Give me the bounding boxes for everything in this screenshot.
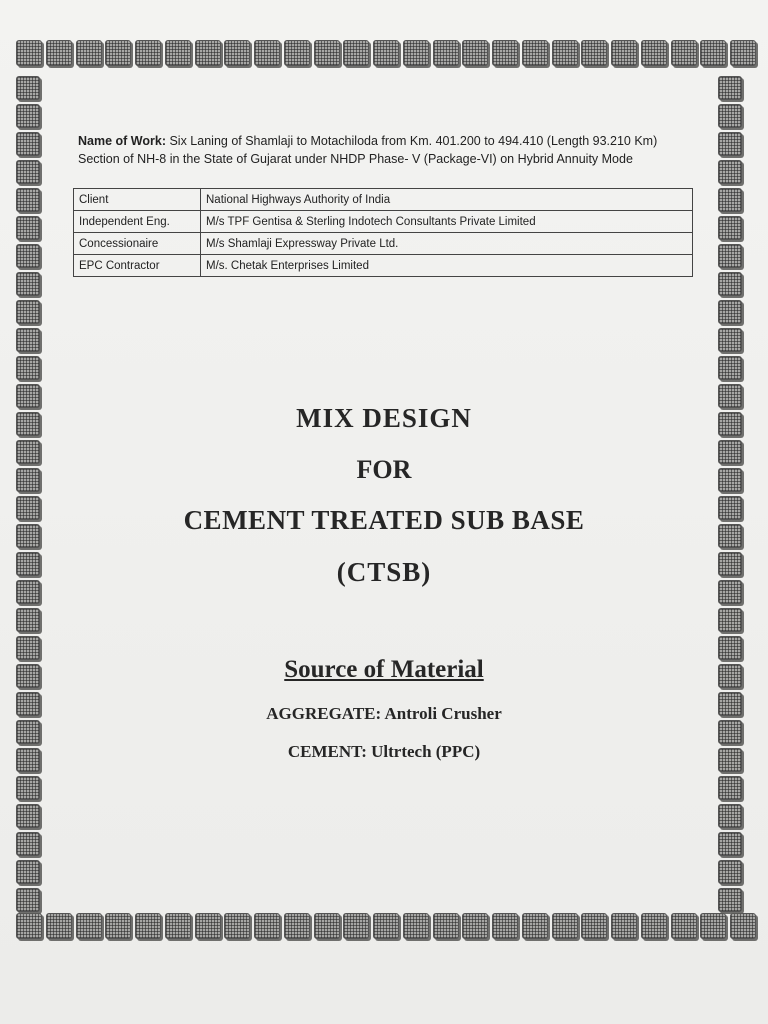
border-block-icon <box>165 40 191 66</box>
border-block-icon <box>718 552 742 576</box>
border-block-icon <box>611 40 637 66</box>
border-block-icon <box>641 40 667 66</box>
border-block-icon <box>16 328 40 352</box>
border-block-icon <box>492 913 518 939</box>
border-block-icon <box>718 524 742 548</box>
border-block-icon <box>433 913 459 939</box>
border-block-icon <box>135 913 161 939</box>
border-block-icon <box>671 40 697 66</box>
border-block-icon <box>314 913 340 939</box>
border-block-icon <box>462 40 488 66</box>
border-block-icon <box>195 913 221 939</box>
name-of-work-label: Name of Work: <box>78 134 166 148</box>
border-block-icon <box>16 216 40 240</box>
border-block-icon <box>16 748 40 772</box>
project-info-table <box>73 188 693 277</box>
border-block-icon <box>343 40 369 66</box>
border-block-icon <box>343 913 369 939</box>
border-block-icon <box>16 692 40 716</box>
border-block-icon <box>16 160 40 184</box>
border-block-icon <box>165 913 191 939</box>
title-for: FOR <box>356 455 412 484</box>
border-block-icon <box>16 636 40 660</box>
border-block-icon <box>718 580 742 604</box>
title-mix-design: MIX DESIGN <box>296 403 472 433</box>
border-block-icon <box>718 608 742 632</box>
name-of-work <box>78 133 688 168</box>
border-block-icon <box>16 664 40 688</box>
border-block-icon <box>718 804 742 828</box>
name-of-work-text: Six Laning of Shamlaji to Motachiloda from Km. 401.200 to 494.410 (Length 93.210 Km) Section of NH-8 in the State of Gujarat under NHDP Phase- V (Package-VI) on Hybrid Annuity Mode <box>78 134 658 166</box>
table-cell-value: M/s. Chetak Enterprises Limited <box>201 255 693 277</box>
border-block-icon <box>373 913 399 939</box>
border-block-icon <box>641 913 667 939</box>
source-heading: Source of Material <box>284 656 484 683</box>
border-block-icon <box>718 776 742 800</box>
decorative-border-top <box>16 40 756 74</box>
table-cell-role: EPC Contractor <box>74 255 201 277</box>
border-block-icon <box>16 76 40 100</box>
border-block-icon <box>373 40 399 66</box>
decorative-border-right <box>718 76 752 912</box>
border-block-icon <box>284 913 310 939</box>
table-cell-value: National Highways Authority of India <box>201 189 693 211</box>
border-block-icon <box>16 580 40 604</box>
border-block-icon <box>16 552 40 576</box>
title-cement-treated-sub-base: CEMENT TREATED SUB BASE <box>183 505 585 535</box>
border-block-icon <box>718 328 742 352</box>
border-block-icon <box>16 440 40 464</box>
border-block-icon <box>16 272 40 296</box>
border-block-icon <box>433 40 459 66</box>
table-row <box>74 189 693 211</box>
border-block-icon <box>16 832 40 856</box>
border-block-icon <box>16 804 40 828</box>
border-block-icon <box>700 40 726 66</box>
border-block-icon <box>254 40 280 66</box>
border-block-icon <box>314 40 340 66</box>
border-block-icon <box>254 913 280 939</box>
border-block-icon <box>581 913 607 939</box>
border-block-icon <box>730 913 756 939</box>
border-block-icon <box>224 40 250 66</box>
table-cell-role: Concessionaire <box>74 233 201 255</box>
border-block-icon <box>462 913 488 939</box>
border-block-icon <box>522 913 548 939</box>
border-block-icon <box>718 412 742 436</box>
border-block-icon <box>581 40 607 66</box>
border-block-icon <box>16 356 40 380</box>
border-block-icon <box>552 913 578 939</box>
border-block-icon <box>718 132 742 156</box>
table-row <box>74 233 693 255</box>
border-block-icon <box>718 692 742 716</box>
border-block-icon <box>718 216 742 240</box>
border-block-icon <box>16 496 40 520</box>
border-block-icon <box>16 412 40 436</box>
title-ctsb: (CTSB) <box>336 557 432 587</box>
border-block-icon <box>718 300 742 324</box>
border-block-icon <box>76 40 102 66</box>
border-block-icon <box>403 913 429 939</box>
border-block-icon <box>718 384 742 408</box>
decorative-border-left <box>16 76 50 912</box>
border-block-icon <box>718 860 742 884</box>
border-block-icon <box>16 104 40 128</box>
border-block-icon <box>16 40 42 66</box>
border-block-icon <box>16 776 40 800</box>
border-block-icon <box>16 524 40 548</box>
border-block-icon <box>718 636 742 660</box>
border-block-icon <box>671 913 697 939</box>
border-block-icon <box>730 40 756 66</box>
border-block-icon <box>522 40 548 66</box>
decorative-border-bottom <box>16 913 756 947</box>
table-row <box>74 211 693 233</box>
border-block-icon <box>718 748 742 772</box>
border-block-icon <box>718 356 742 380</box>
border-block-icon <box>16 244 40 268</box>
border-block-icon <box>718 104 742 128</box>
border-block-icon <box>16 188 40 212</box>
table-cell-value: M/s TPF Gentisa & Sterling Indotech Consultants Private Limited <box>201 211 693 233</box>
border-block-icon <box>611 913 637 939</box>
table-cell-value: M/s Shamlaji Expressway Private Ltd. <box>201 233 693 255</box>
border-block-icon <box>16 132 40 156</box>
table-cell-role: Client <box>74 189 201 211</box>
border-block-icon <box>16 888 40 912</box>
source-cement: CEMENT: Ultrtech (PPC) <box>287 742 481 761</box>
border-block-icon <box>46 913 72 939</box>
border-block-icon <box>492 40 518 66</box>
border-block-icon <box>16 720 40 744</box>
border-block-icon <box>16 384 40 408</box>
border-block-icon <box>718 76 742 100</box>
border-block-icon <box>403 40 429 66</box>
border-block-icon <box>718 888 742 912</box>
border-block-icon <box>16 913 42 939</box>
border-block-icon <box>700 913 726 939</box>
border-block-icon <box>16 860 40 884</box>
border-block-icon <box>718 832 742 856</box>
border-block-icon <box>16 468 40 492</box>
border-block-icon <box>105 40 131 66</box>
source-aggregate: AGGREGATE: Antroli Crusher <box>266 704 502 723</box>
border-block-icon <box>224 913 250 939</box>
border-block-icon <box>718 188 742 212</box>
border-block-icon <box>552 40 578 66</box>
border-block-icon <box>718 272 742 296</box>
border-block-icon <box>46 40 72 66</box>
border-block-icon <box>718 496 742 520</box>
border-block-icon <box>718 244 742 268</box>
border-block-icon <box>105 913 131 939</box>
border-block-icon <box>718 468 742 492</box>
border-block-icon <box>718 720 742 744</box>
border-block-icon <box>195 40 221 66</box>
border-block-icon <box>16 608 40 632</box>
border-block-icon <box>284 40 310 66</box>
border-block-icon <box>718 160 742 184</box>
border-block-icon <box>718 664 742 688</box>
border-block-icon <box>76 913 102 939</box>
table-row <box>74 255 693 277</box>
table-cell-role: Independent Eng. <box>74 211 201 233</box>
border-block-icon <box>16 300 40 324</box>
border-block-icon <box>718 440 742 464</box>
border-block-icon <box>135 40 161 66</box>
